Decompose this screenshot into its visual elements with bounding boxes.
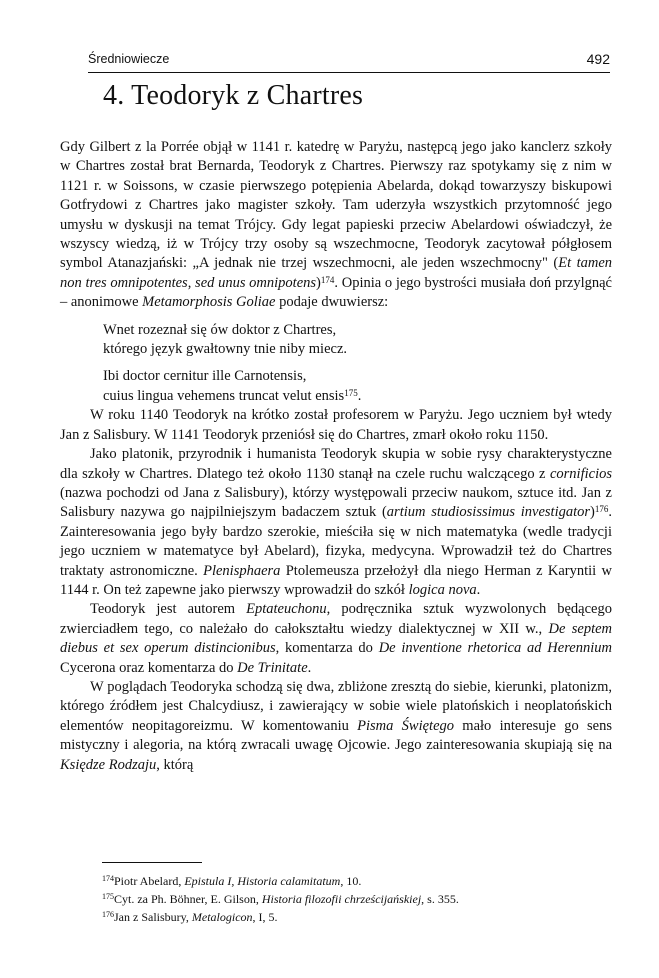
paragraph: W roku 1140 Teodoryk na krótko został profesorem w Paryżu. Jego uczniem był wtedy Jan z Salisbury. W 1141 Teodoryk przeniósł się do Chartres, zmarł około roku 1150. [60,407,612,443]
footnote: $^{174}$Piotr Abelard, Epistula I, Historia calamitatum, 10. [102,874,362,888]
verse-quote [103,321,612,407]
page-number: 492 [586,51,610,67]
running-head [88,50,610,73]
footnote: $^{176}$Jan z Salisbury, Metalogicon, I, 5. [102,910,278,924]
section-title: Średniowiecze [88,52,170,66]
verse-line: którego język gwałtowny tnie niby miecz. [103,341,348,358]
paragraph: Jako platonik, przyrodnik i humanista Teodoryk skupia w sobie rysy charakterystyczne dla szkoły w Chartres. Dlatego też około 1130 stanął na czele ruchu walczącego z cornificios (nazwa pochodzi od Jana z Salisbury), którzy występowali przeciw naukom, sztuce itd. Jan z Salisbury nazywa go najpilniejszym badaczem sztuk (artium studiosissimus investigator)$^{176}$. Zainteresowania jego były bardzo szerokie, mieściła się w nich matematyka (wedle tradycji jego uczniem w matematyce był Abelard), fizyka, medycyna. Wprowadził też do Chartres traktaty astronomiczne. Plenisphaera Ptolemeusza przełożył dla niego Herman z Karyntii w 1144 r. On też zapewne jako pierwszy wprowadził do szkół logica nova. [60,446,612,598]
footnotes [60,862,612,926]
verse-line: Ibi doctor cernitur ille Carnotensis, [103,368,307,385]
chapter-title: 4. Teodoryk z Chartres [103,80,364,111]
footnote: $^{175}$Cyt. za Ph. Böhner, E. Gilson, Historia filozofii chrześcijańskiej, s. 355. [102,892,459,906]
paragraph: W poglądach Teodoryka schodzą się dwa, zbliżone zresztą do siebie, kierunki, platonizm, którego źródłem jest Chalcydiusz, i zawierający w sobie wiele platońskich i neoplatońskich elementów neopitagoreizmu. W komentowaniu Pisma Świętego mało interesuje go sens mistyczny i alegoria, na którą zwracali uwagę Ojcowie. Jego zainteresowania skupiają się na Księdze Rodzaju, którą [60,678,612,773]
footnote-ref[interactable]: 174 [320,274,335,285]
paragraph: Gdy Gilbert z la Porrée objął w 1141 r. katedrę w Paryżu, następcą jego jako kanclerz szkoły w Chartres został brat Bernarda, Teodoryk z Chartres. Pierwszy raz spotykamy się z nim w 1121 r. w Soissons, w czasie pierwszego potępienia Abelarda, dokąd towarzyszy biskupowi Gotfrydowi z Chartres jako magister szkoły. Tam uderzyła wszystkich przytomność jego umysłu w dyskusji na temat Trójcy. Gdy legat papieski przeciw Abelardowi oświadczył, że wszyscy wiedzą, iż w Trójcy trzy osoby są wszechmocne, Teodoryk zacytował półgłosem symbol Atanazjański: „A jednak nie trzej wszechmocni, ale jeden wszechmocny" (Et tamen non tres omnipotentes, sed unus omnipotens)$^{174}$. Opinia o jego bystrości musiała doń przylgnąć – anonimowe Metamorphosis Goliae podaje dwuwiersz: [60,139,613,311]
footnote-divider [102,862,202,863]
footnote-ref[interactable]: 176 [594,504,609,515]
verse-line: Wnet rozeznał się ów doktor z Chartres, [103,321,337,338]
footnote-ref[interactable]: 175 [344,387,358,398]
paragraph: Teodoryk jest autorem Eptateuchonu, podręcznika sztuk wyzwolonych będącego zwierciadłem tego, co należało do całokształtu wiedzy dialektycznej w XII w., De septem diebus et sex operum distincionibus, komentarza do De inventione rhetorica ad Herennium Cycerona oraz komentarza do De Trinitate. [60,601,613,676]
verse-line: cuius lingua vehemens truncat velut ensis$^{175}$. [103,387,362,404]
body-text [60,138,612,775]
